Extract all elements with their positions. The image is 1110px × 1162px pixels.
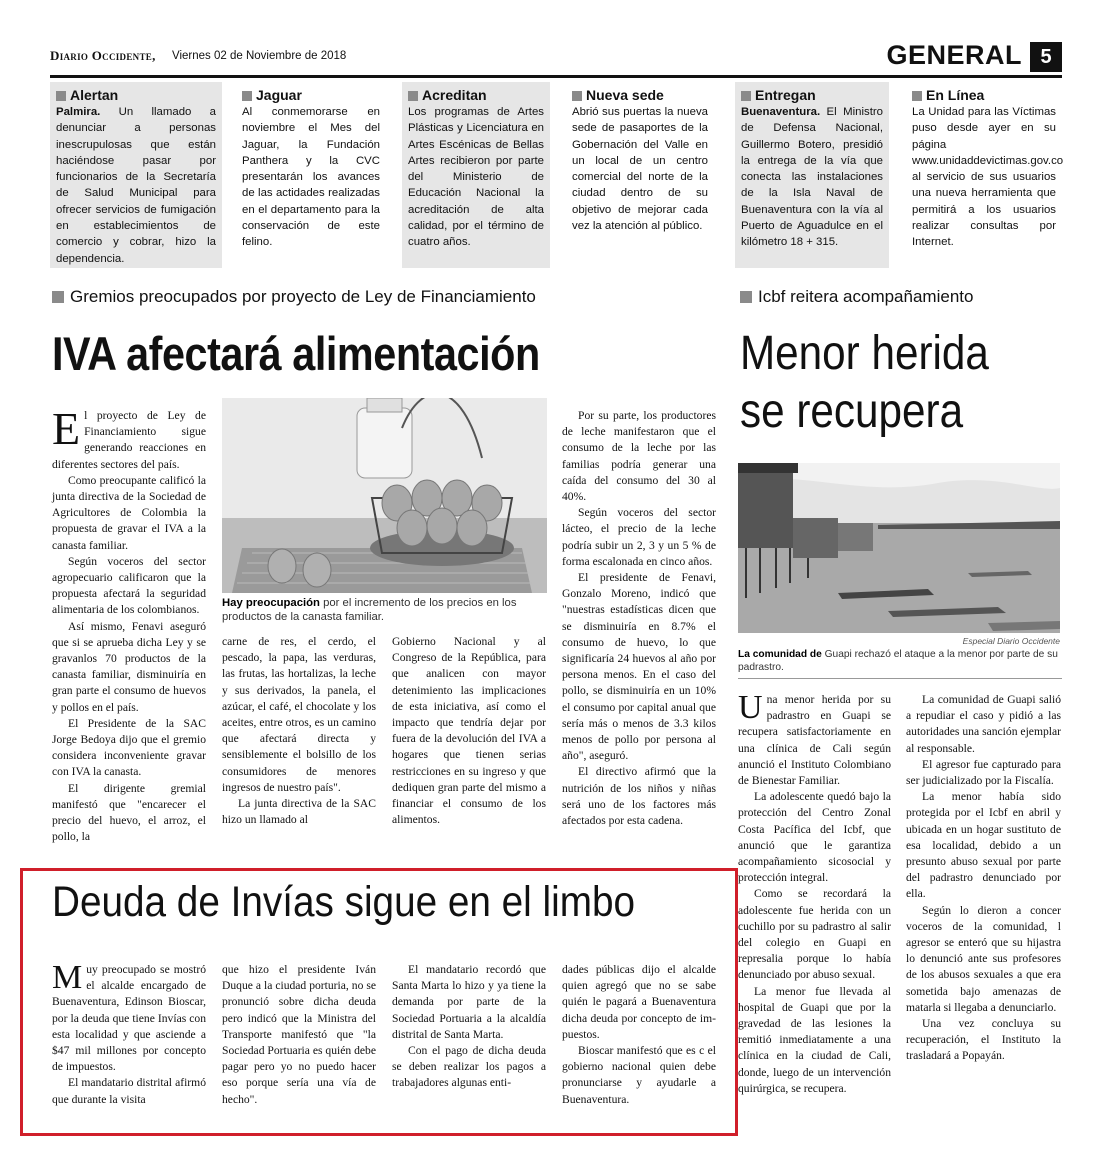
main-kicker: Gremios preocupados por proyecto de Ley de Financiamiento — [52, 287, 536, 307]
side-divider — [738, 678, 1062, 679]
invias-headline: Deuda de Invías sigue en el limbo — [52, 878, 636, 926]
bullet-square-icon — [572, 91, 582, 101]
brief-lead: Buenaventura. — [741, 106, 821, 118]
invias-column-2: que hizo el presidente Iván Duque a la ciudad porturia, no se pronunció sobre dicha deuda pero indicó que la Ministra del Transporte manifestó que "la Sociedad Portuaria es quién debe pagar pero yo no puedo hacer eso porque sería una vía de hecho". — [222, 963, 376, 1106]
page-number: 5 — [1030, 42, 1062, 72]
newspaper-name: Diario Occidente, — [50, 48, 156, 63]
guapi-photo-caption: La comunidad de Guapi rechazó el ataque a la menor por parte de su padrastro. — [738, 649, 1058, 673]
main-column-2: carne de res, el cerdo, el pescado, la papa, las verduras, las frutas, las hortalizas, la leche y sus derivados, la panela, el azúcar, el café, el chocolate y los aceites, entre otros, es un camino que afectará directa y sensiblemente el bolsillo de los consumidores de menores ingresos de nuestro país". La junta directiva de la SAC hizo un llamado al — [222, 635, 376, 827]
eggs-basket-photo — [222, 398, 547, 593]
brief-title: Jaguar — [256, 87, 302, 103]
main-column-4: Por su parte, los productores de leche manifestaron que el consumo de la leche por las familias podría generar una caída del consumo del 30 al 40%. Según voceros del sector lácteo, el precio de la leche podría subir un 2, 3 y un 5 % de forma escalonada en cinco años. El presidente de Fenavi, Gonzalo Moreno, indicó que "nuestras estadísticas dicen que se disminuiría en 8.7% el consumo de huevo, lo que significaría 24 huevos al año por persona menos. En el caso del pollo, se disminuiría en un 10% el consumo por capital anual que sería más o menos de 3.3 kilos menos de pollo por persona al año", aseguró. El directivo afirmó que la nutrición de los niños y niñas será uno de los factores más afectados por esta cadena. — [562, 409, 716, 828]
invias-column-3: El mandatario recordó que Santa Marta lo hizo y ya tiene la demanda por parte de la Sociedad Portuaria a la alcaldía distrital de Santa Marta. Con el pago de dicha deuda se deben realizar los pagos a trabajadores algunas enti- — [392, 963, 546, 1090]
brief-acreditan — [402, 82, 550, 268]
bullet-square-icon — [408, 91, 418, 101]
brief-text: Un llamado a denunciar a personas inescrupulosas que están haciéndose pasar por funcionarios de la Secretaría de Salud Municipal para ofrecer servicios de fumigación en establecimientos de comercio y cobrar, hizo la dependencia. — [56, 106, 216, 265]
brief-text: La Unidad para las Víctimas puso desde ayer en su página www.unidaddevictimas.gov.co al servicio de sus usuarios una nueva herramienta que permitirá a los usuarios realizar consultas por Internet. — [912, 106, 1064, 249]
brief-jaguar — [236, 82, 386, 268]
brief-title: Entregan — [755, 87, 816, 103]
bullet-square-icon — [740, 291, 752, 303]
brief-nueva-sede — [566, 82, 714, 268]
issue-date: Viernes 02 de Noviembre de 2018 — [172, 50, 347, 62]
brief-lead: Palmira. — [56, 106, 101, 118]
bullet-square-icon — [242, 91, 252, 101]
masthead — [50, 42, 1062, 74]
side-headline: Menor herida se recupera — [740, 327, 989, 438]
brief-alertan — [50, 82, 222, 268]
brief-en-linea — [906, 82, 1062, 268]
bullet-square-icon — [912, 91, 922, 101]
briefs-row — [50, 82, 1062, 268]
invias-column-4: dades públicas dijo el alcalde quien agregó que no se sabe quién le pagará a Buenaventura dicha deuda por concepto de im-puestos. Bioscar manifestó que es c el gobierno nacional quien debe pronunciarse y ayudarle a Buenaventura. — [562, 963, 716, 1106]
brief-text: Los programas de Artes Plásticas y Licenciatura en Artes Escénicas de Bellas Artes recibieron por parte del Ministerio de Educación Nacional la acreditación de alta calidad, por el término de cuatro años. — [408, 106, 544, 249]
side-column-2: La comunidad de Guapi salió a repudiar el caso y pidió a las autoridades una sanción ejemplar al responsable. El agresor fue capturado para ser judicializado por la Fiscalía. La menor había sido protegida por el Icbf en abril y ubicada en un hogar sustituto de esa localidad, debido a un presunto abuso sexual por parte del padrastro denunciado por ella. Según lo dieron a concer voceros de la comunidad, l agresor se enteró que su hijastra lo denunció ante sus profesores de los abusos sexuales a que era sometida bajo amenazas de matarla si llegaba a denunciarlo. Una vez concluya su recuperación, el Instituto la trasladará a Popayán. — [906, 693, 1061, 1063]
bullet-square-icon — [52, 291, 64, 303]
bullet-square-icon — [741, 91, 751, 101]
eggs-photo-caption: Hay preocupación por el incremento de los precios en los productos de la canasta familiar. — [222, 597, 517, 623]
photo-credit: Especial Diario Occidente — [962, 636, 1060, 646]
drop-cap: E — [52, 403, 81, 454]
brief-title: Nueva sede — [586, 87, 664, 103]
side-kicker: Icbf reitera acompañamiento — [740, 287, 973, 307]
bullet-square-icon — [56, 91, 66, 101]
main-column-1: El proyecto de Ley de Financiamiento sigue generando reacciones en diferentes sectores del país. Como preocupante calificó la junta directiva de la Sociedad de Agricultores de Colombia la propuesta de gravar el IVA a la canasta familiar. Según voceros del sector agropecuario calificaron que la propuesta afectará la seguridad alimentaria de los colombianos. Así mismo, Fenavi aseguró que si se aprueba dicha Ley y se gravanlos 70 productos de la canasta familiar, disminuiría en gran parte el consumo de huevos y pollos en el país. El Presidente de la SAC Jorge Bedoya dijo que el gremio considera inconveniente gravar con IVA la canasta. El dirigente gremial manifestó que "encarecer el precio del huevo, el arroz, el pollo, la — [52, 403, 206, 844]
brief-title: Alertan — [70, 87, 119, 103]
brief-text: El Ministro de Defensa Nacional, Guillermo Botero, presidió la entrega de la vía que conecta las instalaciones de la Isla Naval de Buenaventura con la vía al Puerto de Aguadulce en el kilómetro 18 + 315. — [741, 106, 883, 249]
drop-cap: U — [738, 689, 763, 726]
side-column-1: Una menor herida por su padrastro en Guapi se recupera satisfactoriamente en una clínica de Cali según anunció el Instituto Colombiano de Bienestar Familiar. La adolescente quedó bajo la protección del Centro Zonal Costa Pacífica del Icbf, que anunció que le garantiza acompañamiento sicosocial y protección integral. Como se recordará la adolescente fue herida con un cuchillo por su padrastro al salir del colegio en Guapi en represalia porque lo había denunciado por abuso sexual. La menor fue llevada al hospital de Guapi que por la gravedad de las lesiones la remitió inmediatamente a una clínica en la ciudad de Cali, donde, luego de un intervención quirúrgica, se recupera. — [738, 689, 891, 1095]
main-column-3: Gobierno Nacional y al Congreso de la República, para que analicen con mayor detenimiento las implicaciones de esta iniciativa, así como el impacto que tendría dejar por fuera de la devolución del IVA a hogares que tienen serias restricciones en su ingreso y que dediquen gran parte del mismo a financiar el consumo de los alimentos. — [392, 635, 546, 827]
section-title: GENERAL — [886, 40, 1022, 70]
invias-column-1: Muy preocupado se mostró el alcalde encargado de Buenaventura, Edinson Bioscar, por la deuda que tiene Invías con esta localidad y que asciende a $47 mil millones por concepto de impuestos. El mandatario distrital afirmó que durante la visita — [52, 959, 206, 1106]
brief-text: Al conmemorarse en noviembre el Mes del Jaguar, la Fundación Panthera y la CVC presentarán los avances de las actidades realizadas en el departamento para la conservación de este felino. — [242, 106, 380, 249]
masthead-rule — [50, 75, 1062, 78]
brief-entregan — [735, 82, 889, 268]
drop-cap: M — [52, 959, 83, 996]
guapi-stilt-houses-photo — [738, 463, 1060, 633]
brief-title: En Línea — [926, 87, 985, 103]
brief-title: Acreditan — [422, 87, 487, 103]
brief-text: Abrió sus puertas la nueva sede de pasaportes de la Gobernación del Valle en un local de un centro comercial del norte de la ciudad dentro de su objetivo de mejorar cada vez la atención al público. — [572, 106, 708, 233]
main-headline: IVA afectará alimentación — [52, 327, 540, 380]
